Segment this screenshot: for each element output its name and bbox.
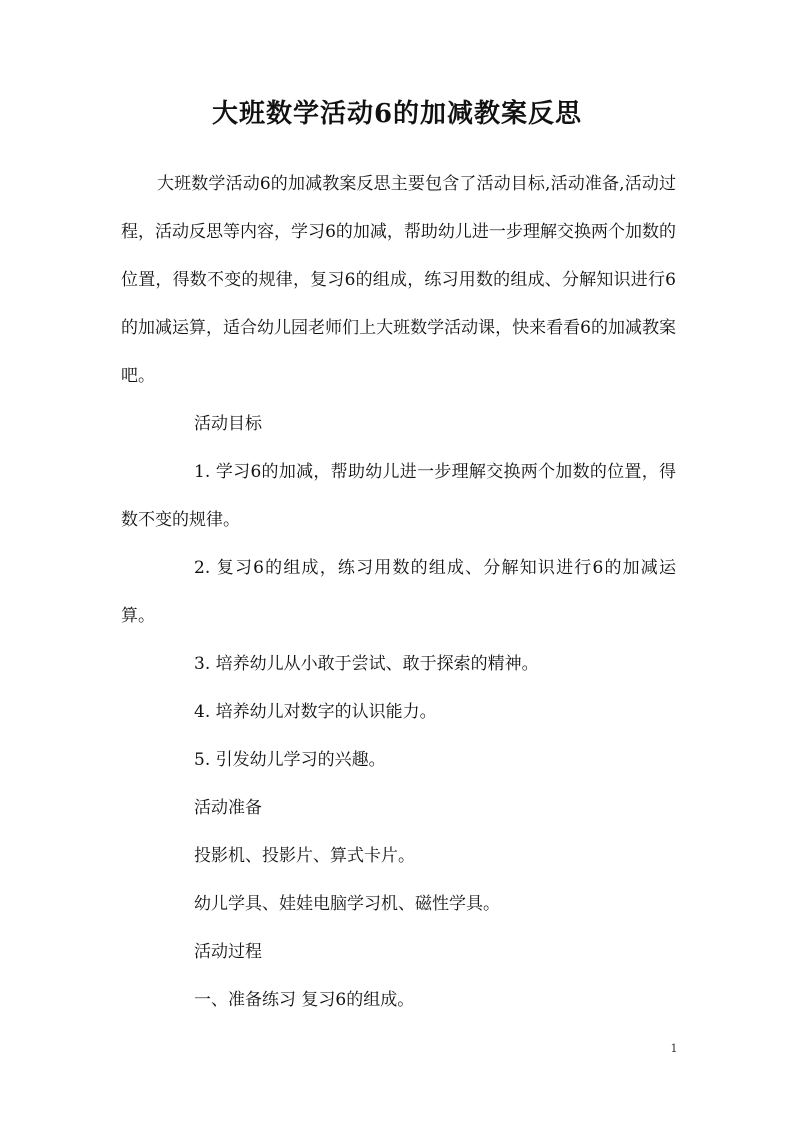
process-heading: 活动过程 (194, 942, 262, 962)
goals-heading: 活动目标 (194, 414, 262, 434)
document-title: 大班数学活动6的加减教案反思 (211, 99, 583, 129)
page-number: 1 (670, 1042, 678, 1055)
goal-item: 2. 复习6的组成，练习用数的组成、分解知识进行6的加减运算。 (121, 558, 676, 626)
prep-item: 幼儿学具、娃娃电脑学习机、磁性学具。 (194, 894, 500, 914)
intro-paragraph: 大班数学活动6的加减教案反思主要包含了活动目标,活动准备,活动过程，活动反思等内容，学习6的加减，帮助幼儿进一步理解交换两个加数的位置，得数不变的规律，复习6的组成，练习用数的组成、分解知识进行6的加减运算，适合幼儿园老师们上大班数学活动课，快来看看6的加减教案吧。 (121, 174, 676, 386)
goal-item: 1. 学习6的加减，帮助幼儿进一步理解交换两个加数的位置，得数不变的规律。 (121, 462, 676, 530)
prep-item: 投影机、投影片、算式卡片。 (194, 846, 415, 866)
process-step: 一、准备练习 复习6的组成。 (194, 990, 415, 1010)
goal-item: 4. 培养幼儿对数字的认识能力。 (194, 702, 437, 722)
document-body (121, 160, 676, 1024)
prep-heading: 活动准备 (194, 798, 262, 818)
goal-item: 3. 培养幼儿从小敢于尝试、敢于探索的精神。 (194, 654, 539, 674)
goal-item: 5. 引发幼儿学习的兴趣。 (194, 750, 386, 770)
